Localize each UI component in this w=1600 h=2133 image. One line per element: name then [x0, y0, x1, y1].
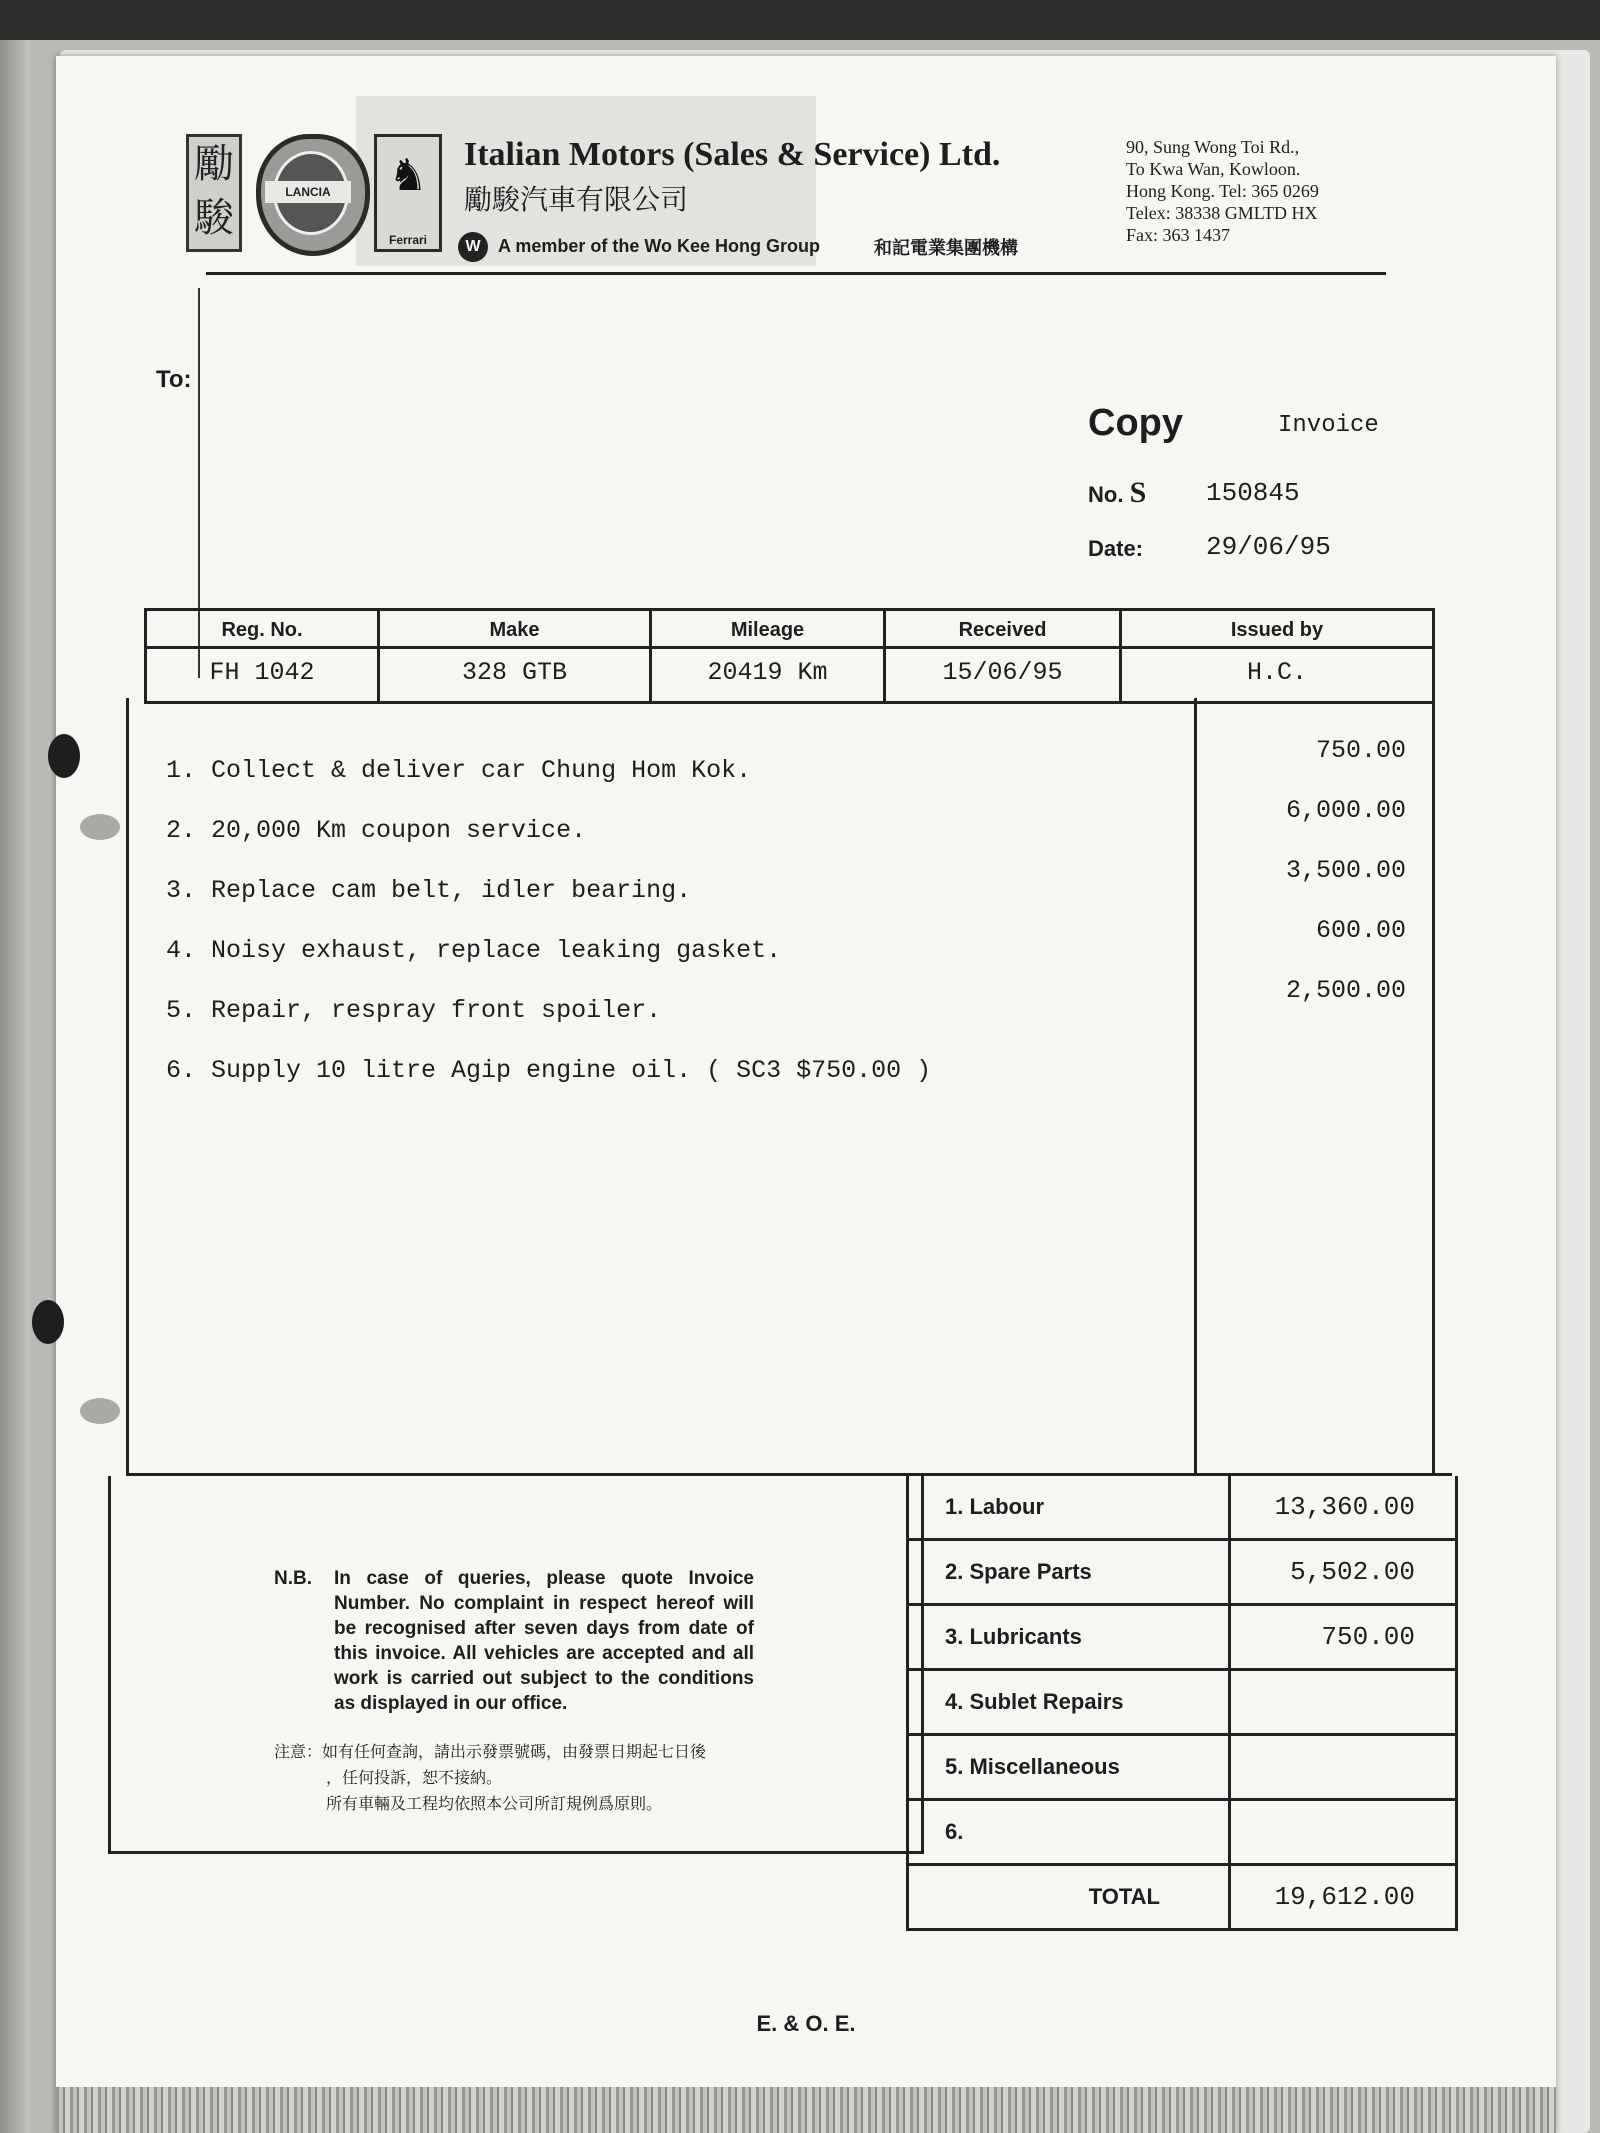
address-line: To Kwa Wan, Kowloon. — [1126, 159, 1301, 179]
summary-value-lubricants: 750.00 — [1231, 1606, 1455, 1671]
item-amount: 3,500.00 — [1285, 856, 1406, 885]
item-amount: 6,000.00 — [1285, 796, 1406, 825]
charges-summary-table — [906, 1476, 1458, 1931]
scan-noise-strip — [56, 2087, 1556, 2133]
received-value: 15/06/95 — [886, 649, 1122, 701]
prancing-horse-icon: ♞ — [388, 151, 428, 200]
summary-label-spare-parts: 2. Spare Parts — [909, 1541, 1231, 1606]
make-value: 328 GTB — [380, 649, 652, 701]
nb-cn-line-1: 如有任何查詢，請出示發票號碼，由發票日期起七日後 — [322, 1742, 707, 1761]
document-type: Invoice — [1278, 412, 1379, 439]
company-address — [1126, 136, 1319, 246]
list-item: 5. Repair, respray front spoiler. — [166, 996, 662, 1025]
binder-ring — [48, 734, 80, 778]
reg-no-value: FH 1042 — [147, 649, 380, 701]
summary-value-sublet-repairs — [1231, 1671, 1455, 1736]
total-label: TOTAL — [909, 1866, 1231, 1928]
letterhead-rule — [206, 272, 1386, 275]
header-received: Received — [886, 611, 1122, 649]
to-label: To: — [156, 366, 192, 393]
eoe-footer: E. & O. E. — [756, 2011, 856, 2036]
nb-cn-label: 注意： — [274, 1742, 323, 1761]
punch-hole — [80, 814, 120, 840]
address-line: Hong Kong. Tel: 365 0269 — [1126, 181, 1319, 201]
company-seal-logo: 勵駿 — [186, 134, 242, 252]
binder-spine — [0, 40, 30, 2133]
summary-label-sublet-repairs: 4. Sublet Repairs — [909, 1671, 1231, 1736]
summary-value-labour: 13,360.00 — [1231, 1476, 1455, 1541]
summary-label-6: 6. — [909, 1801, 1231, 1866]
list-item: 6. Supply 10 litre Agip engine oil. ( SC3 $750.00 ) — [166, 1056, 932, 1085]
nb-text: In case of queries, please quote Invoice Number. No complaint in respect hereof will be recognised after seven days from date of this invoice. All vehicles are accepted and all work is carried out subject to the conditions as displayed in our office. — [334, 1568, 754, 1714]
item-amount: 2,500.00 — [1285, 976, 1406, 1005]
nb-cn-line — [274, 1739, 774, 1765]
work-items-list — [166, 756, 931, 1116]
binder-ring — [32, 1300, 64, 1344]
group-membership: A member of the Wo Kee Hong Group — [498, 236, 821, 256]
mileage-value: 20419 Km — [652, 649, 886, 701]
item-amount: 750.00 — [1315, 736, 1406, 765]
company-name-cn: 勵駿汽車有限公司 — [464, 183, 689, 216]
group-membership-cn: 和記電業集團機構 — [874, 238, 1018, 259]
amount-column-divider — [1194, 698, 1197, 1473]
vehicle-details-table — [144, 608, 1435, 704]
ferrari-logo — [374, 134, 442, 252]
invoice-number: 150845 — [1206, 478, 1300, 508]
no-text: No. — [1088, 482, 1124, 507]
company-name: Italian Motors (Sales & Service) Ltd. — [464, 136, 1001, 173]
list-item: 2. 20,000 Km coupon service. — [166, 816, 587, 845]
address-line: Telex: 38338 GMLTD HX — [1126, 203, 1318, 223]
summary-label-lubricants: 3. Lubricants — [909, 1606, 1231, 1671]
nb-cn-line-2: ，任何投訴，恕不接納。 — [326, 1768, 503, 1787]
list-item: 1. Collect & deliver car Chung Hom Kok. — [166, 756, 752, 785]
date-label: Date: — [1088, 536, 1144, 561]
address-line: Fax: 363 1437 — [1126, 225, 1231, 245]
summary-label-labour: 1. Labour — [909, 1476, 1231, 1541]
header-mileage: Mileage — [652, 611, 886, 649]
item-amounts — [1216, 736, 1406, 1036]
issued-by-value: H.C. — [1246, 658, 1307, 687]
address-line: 90, Sung Wong Toi Rd., — [1126, 137, 1300, 157]
nb-cn-line-3: 所有車輛及工程均依照本公司所訂規例爲原則。 — [326, 1794, 663, 1813]
summary-value-miscellaneous — [1231, 1736, 1455, 1801]
summary-value-6 — [1231, 1801, 1455, 1866]
nb-label: N.B. — [274, 1568, 312, 1589]
lancia-logo — [256, 134, 370, 256]
list-item: 4. Noisy exhaust, replace leaking gasket. — [166, 936, 782, 965]
lancia-label: LANCIA — [265, 181, 351, 203]
invoice-number-label — [1088, 476, 1146, 510]
summary-value-spare-parts: 5,502.00 — [1231, 1541, 1455, 1606]
header-reg-no: Reg. No. — [147, 611, 380, 649]
item-amount: 600.00 — [1315, 916, 1406, 945]
copy-label: Copy — [1088, 402, 1183, 444]
header-make: Make — [380, 611, 652, 649]
summary-label-miscellaneous: 5. Miscellaneous — [909, 1736, 1231, 1801]
total-value: 19,612.00 — [1274, 1882, 1415, 1912]
list-item: 3. Replace cam belt, idler bearing. — [166, 876, 692, 905]
ferrari-label: Ferrari — [388, 233, 428, 247]
header-issued-by: Issued by — [1122, 611, 1432, 649]
no-prefix: S — [1129, 476, 1147, 509]
punch-hole — [80, 1398, 120, 1424]
wo-kee-hong-logo-icon: W — [458, 232, 488, 262]
nb-text-cn — [274, 1739, 774, 1817]
invoice-date: 29/06/95 — [1206, 532, 1331, 562]
invoice-page — [56, 56, 1556, 2133]
